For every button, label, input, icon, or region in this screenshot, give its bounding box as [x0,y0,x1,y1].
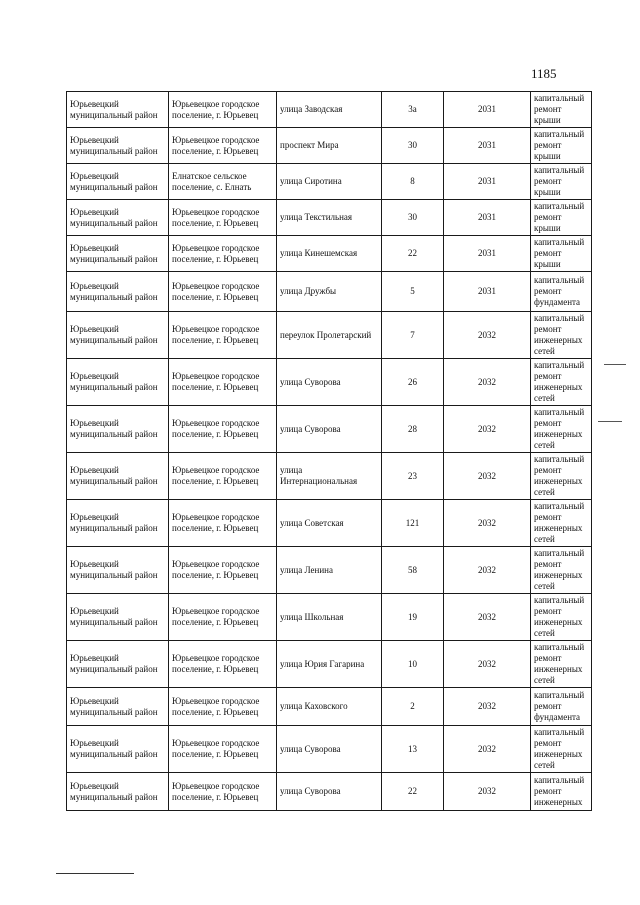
year-cell: 2032 [444,773,531,811]
year-cell: 2032 [444,688,531,726]
street-cell: улица Суворова [277,359,382,406]
settlement-cell: Юрьевецкое городское поселение, г. Юрьевец [169,359,277,406]
year-cell: 2032 [444,547,531,594]
table-row [67,547,592,594]
work-type-cell: капитальный ремонт инженерных сетей [531,453,592,500]
year-cell: 2031 [444,200,531,236]
year-cell: 2031 [444,236,531,272]
settlement-cell: Юрьевецкое городское поселение, г. Юрьевец [169,200,277,236]
page-number: 1185 [531,66,557,81]
district-cell: Юрьевецкий муниципальный район [67,200,169,236]
work-type-cell: капитальный ремонт инженерных сетей [531,500,592,547]
settlement-cell: Юрьевецкое городское поселение, г. Юрьевец [169,236,277,272]
street-cell: улица Каховского [277,688,382,726]
district-cell: Юрьевецкий муниципальный район [67,359,169,406]
year-cell: 2032 [444,500,531,547]
street-cell: улица Текстильная [277,200,382,236]
footnote-separator [56,873,134,874]
table-row [67,92,592,128]
table-row [67,128,592,164]
house-number-cell: 26 [382,359,444,406]
house-number-cell: 19 [382,594,444,641]
street-cell: улица Кинешемская [277,236,382,272]
table-row [67,272,592,312]
settlement-cell: Юрьевецкое городское поселение, г. Юрьевец [169,641,277,688]
repair-schedule-table [66,91,592,811]
work-type-cell: капитальный ремонт фундамента [531,272,592,312]
house-number-cell: 121 [382,500,444,547]
table-row [67,453,592,500]
year-cell: 2031 [444,164,531,200]
district-cell: Юрьевецкий муниципальный район [67,547,169,594]
house-number-cell: 3а [382,92,444,128]
table-row [67,200,592,236]
house-number-cell: 30 [382,200,444,236]
street-cell: улица Советская [277,500,382,547]
table-row [67,726,592,773]
district-cell: Юрьевецкий муниципальный район [67,594,169,641]
street-cell: улица Суворова [277,773,382,811]
street-cell: улица Юрия Гагарина [277,641,382,688]
year-cell: 2032 [444,726,531,773]
district-cell: Юрьевецкий муниципальный район [67,92,169,128]
street-cell: улица Ленина [277,547,382,594]
district-cell: Юрьевецкий муниципальный район [67,128,169,164]
year-cell: 2032 [444,312,531,359]
house-number-cell: 7 [382,312,444,359]
work-type-cell: капитальный ремонт крыши [531,92,592,128]
margin-mark [604,364,626,365]
settlement-cell: Юрьевецкое городское поселение, г. Юрьевец [169,453,277,500]
street-cell: улица Интернациональная [277,453,382,500]
district-cell: Юрьевецкий муниципальный район [67,500,169,547]
district-cell: Юрьевецкий муниципальный район [67,453,169,500]
year-cell: 2032 [444,406,531,453]
settlement-cell: Юрьевецкое городское поселение, г. Юрьевец [169,272,277,312]
district-cell: Юрьевецкий муниципальный район [67,406,169,453]
house-number-cell: 5 [382,272,444,312]
settlement-cell: Юрьевецкое городское поселение, г. Юрьевец [169,92,277,128]
house-number-cell: 22 [382,773,444,811]
settlement-cell: Юрьевецкое городское поселение, г. Юрьевец [169,726,277,773]
table-row [67,594,592,641]
table-row [67,359,592,406]
district-cell: Юрьевецкий муниципальный район [67,688,169,726]
work-type-cell: капитальный ремонт инженерных сетей [531,312,592,359]
settlement-cell: Юрьевецкое городское поселение, г. Юрьевец [169,406,277,453]
street-cell: улица Школьная [277,594,382,641]
work-type-cell: капитальный ремонт инженерных сетей [531,406,592,453]
work-type-cell: капитальный ремонт инженерных сетей [531,594,592,641]
settlement-cell: Елнатское сельское поселение, с. Елнать [169,164,277,200]
settlement-cell: Юрьевецкое городское поселение, г. Юрьевец [169,688,277,726]
settlement-cell: Юрьевецкое городское поселение, г. Юрьевец [169,773,277,811]
year-cell: 2032 [444,359,531,406]
work-type-cell: капитальный ремонт инженерных [531,773,592,811]
street-cell: улица Суворова [277,726,382,773]
district-cell: Юрьевецкий муниципальный район [67,726,169,773]
settlement-cell: Юрьевецкое городское поселение, г. Юрьевец [169,594,277,641]
table-row [67,406,592,453]
year-cell: 2031 [444,92,531,128]
house-number-cell: 28 [382,406,444,453]
district-cell: Юрьевецкий муниципальный район [67,641,169,688]
work-type-cell: капитальный ремонт инженерных сетей [531,359,592,406]
work-type-cell: капитальный ремонт инженерных сетей [531,547,592,594]
settlement-cell: Юрьевецкое городское поселение, г. Юрьевец [169,500,277,547]
margin-mark [598,421,622,422]
table-row [67,688,592,726]
settlement-cell: Юрьевецкое городское поселение, г. Юрьевец [169,547,277,594]
house-number-cell: 13 [382,726,444,773]
house-number-cell: 8 [382,164,444,200]
work-type-cell: капитальный ремонт фундамента [531,688,592,726]
work-type-cell: капитальный ремонт крыши [531,200,592,236]
street-cell: улица Дружбы [277,272,382,312]
table-row [67,312,592,359]
street-cell: улица Сиротина [277,164,382,200]
district-cell: Юрьевецкий муниципальный район [67,272,169,312]
district-cell: Юрьевецкий муниципальный район [67,164,169,200]
year-cell: 2032 [444,453,531,500]
work-type-cell: капитальный ремонт крыши [531,128,592,164]
district-cell: Юрьевецкий муниципальный район [67,236,169,272]
year-cell: 2032 [444,641,531,688]
year-cell: 2031 [444,272,531,312]
work-type-cell: капитальный ремонт инженерных сетей [531,726,592,773]
work-type-cell: капитальный ремонт крыши [531,236,592,272]
table-row [67,236,592,272]
street-cell: улица Суворова [277,406,382,453]
table-row [67,164,592,200]
district-cell: Юрьевецкий муниципальный район [67,773,169,811]
settlement-cell: Юрьевецкое городское поселение, г. Юрьевец [169,312,277,359]
house-number-cell: 2 [382,688,444,726]
work-type-cell: капитальный ремонт инженерных сетей [531,641,592,688]
house-number-cell: 58 [382,547,444,594]
house-number-cell: 30 [382,128,444,164]
house-number-cell: 22 [382,236,444,272]
year-cell: 2032 [444,594,531,641]
work-type-cell: капитальный ремонт крыши [531,164,592,200]
settlement-cell: Юрьевецкое городское поселение, г. Юрьевец [169,128,277,164]
table-row [67,641,592,688]
street-cell: улица Заводская [277,92,382,128]
street-cell: проспект Мира [277,128,382,164]
house-number-cell: 10 [382,641,444,688]
table-row [67,500,592,547]
street-cell: переулок Пролетарский [277,312,382,359]
table-row [67,773,592,811]
house-number-cell: 23 [382,453,444,500]
year-cell: 2031 [444,128,531,164]
district-cell: Юрьевецкий муниципальный район [67,312,169,359]
